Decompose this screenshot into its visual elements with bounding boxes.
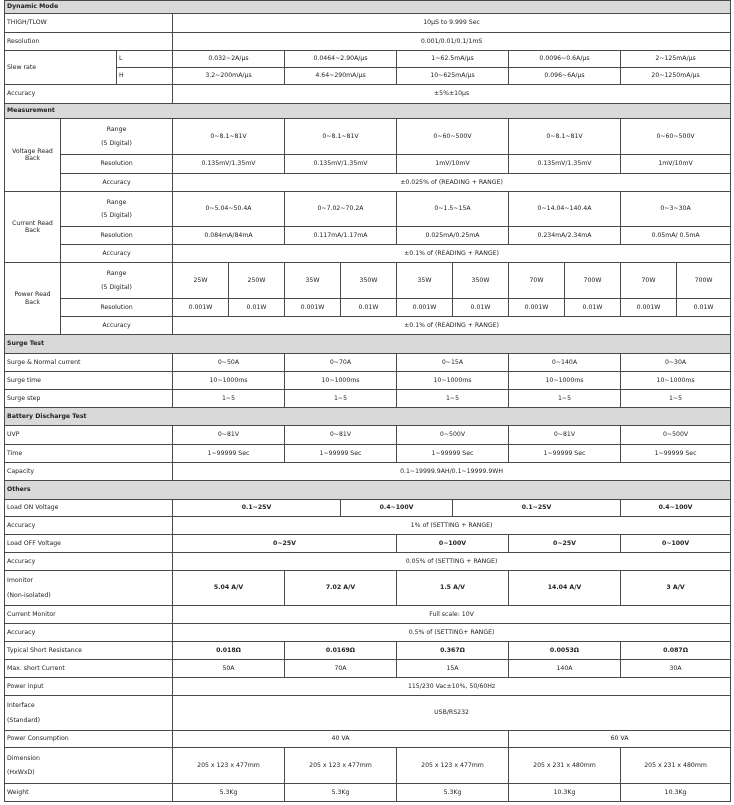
surge-current-value: 0~15A: [397, 354, 509, 372]
weight-value: 10.3Kg: [621, 784, 731, 802]
current-range-value: 0~7.02~70.2A: [285, 192, 397, 227]
power-range-value: 250W: [229, 263, 285, 299]
load-off-accuracy-label: Accuracy: [5, 553, 173, 571]
uvp-label: UVP: [5, 426, 173, 445]
section-battery-discharge: Battery Discharge Test: [5, 408, 731, 426]
current-resolution-value: 0.025mA/0.25mA: [397, 227, 509, 245]
short-resistance-value: 0.018Ω: [173, 642, 285, 660]
battery-time-value: 1~99999 Sec: [621, 445, 731, 463]
power-range-value: 25W: [173, 263, 229, 299]
dimension-value: 205 x 123 x 477mm: [397, 748, 509, 784]
current-resolution-value: 0.234mA/2.34mA: [509, 227, 621, 245]
power-resolution-label: Resolution: [61, 299, 173, 317]
load-on-label: Load ON Voltage: [5, 500, 173, 517]
current-range-value: 0~1.5~15A: [397, 192, 509, 227]
interface-value: USB/RS232: [173, 696, 731, 731]
imonitor-value: 14.04 A/V: [509, 571, 621, 606]
power-accuracy-value: ±0.1% of (READING + RANGE): [173, 317, 731, 335]
load-off-value: 0~100V: [621, 535, 731, 553]
voltage-range-value: 0~60~500V: [397, 119, 509, 155]
slew-H-value: 10~625mA/µs: [397, 68, 509, 85]
slew-L-value: 0.0096~0.6A/µs: [509, 51, 621, 68]
battery-time-value: 1~99999 Sec: [509, 445, 621, 463]
spec-table: [4, 0, 731, 802]
current-accuracy-value: ±0.1% of (READING + RANGE): [173, 245, 731, 263]
voltage-accuracy-label: Accuracy: [61, 174, 173, 192]
load-on-value: 0.1~25V: [453, 500, 621, 517]
imonitor-value: 1.5 A/V: [397, 571, 509, 606]
imonitor-value: 3 A/V: [621, 571, 731, 606]
section-measurement: Measurement: [5, 104, 731, 119]
power-resolution-value: 0.01W: [453, 299, 509, 317]
slew-L-value: 1~62.5mA/µs: [397, 51, 509, 68]
current-range-value: 0~5.04~50.4A: [173, 192, 285, 227]
current-resolution-value: 0.084mA/84mA: [173, 227, 285, 245]
interface-label: Interface (Standard): [5, 696, 173, 731]
load-on-value: 0.1~25V: [173, 500, 341, 517]
power-resolution-value: 0.001W: [173, 299, 229, 317]
load-off-value: 0~25V: [173, 535, 397, 553]
power-resolution-value: 0.01W: [565, 299, 621, 317]
voltage-range-value: 0~60~500V: [621, 119, 731, 155]
resolution-label: Resolution: [5, 33, 173, 51]
power-range-label: Range (5 Digital): [61, 263, 173, 299]
slew-H-label: H: [117, 68, 173, 85]
load-off-value: 0~25V: [509, 535, 621, 553]
capacity-label: Capacity: [5, 463, 173, 481]
power-resolution-value: 0.01W: [229, 299, 285, 317]
dimension-value: 205 x 231 x 480mm: [621, 748, 731, 784]
voltage-range-value: 0~8.1~81V: [509, 119, 621, 155]
power-range-value: 35W: [285, 263, 341, 299]
voltage-resolution-value: 1mV/10mV: [621, 155, 731, 174]
surge-step-value: 1~5: [397, 390, 509, 408]
max-short-current-value: 70A: [285, 660, 397, 678]
voltage-range-value: 0~8.1~81V: [285, 119, 397, 155]
section-others: Others: [5, 481, 731, 500]
slew-L-value: 0.0464~2.90A/µs: [285, 51, 397, 68]
surge-step-value: 1~5: [285, 390, 397, 408]
voltage-range-label: Range (5 Digital): [61, 119, 173, 155]
uvp-value: 0~500V: [621, 426, 731, 445]
short-resistance-value: 0.367Ω: [397, 642, 509, 660]
surge-current-value: 0~70A: [285, 354, 397, 372]
short-resistance-value: 0.0169Ω: [285, 642, 397, 660]
power-resolution-value: 0.001W: [285, 299, 341, 317]
imonitor-value: 7.02 A/V: [285, 571, 397, 606]
voltage-range-value: 0~8.1~81V: [173, 119, 285, 155]
section-surge-test: Surge Test: [5, 335, 731, 354]
dimension-value: 205 x 231 x 480mm: [509, 748, 621, 784]
weight-value: 10.3Kg: [509, 784, 621, 802]
load-on-accuracy-value: 1% of (SETTING + RANGE): [173, 517, 731, 535]
capacity-value: 0.1~19999.9AH/0.1~19999.9WH: [173, 463, 731, 481]
power-range-value: 70W: [621, 263, 677, 299]
slew-H-value: 20~1250mA/µs: [621, 68, 731, 85]
imonitor-value: 5.04 A/V: [173, 571, 285, 606]
slew-rate-label: Slew rate: [5, 51, 117, 85]
current-range-value: 0~14.04~140.4A: [509, 192, 621, 227]
uvp-value: 0~500V: [397, 426, 509, 445]
dimension-label: Dimension (HxWxD): [5, 748, 173, 784]
max-short-current-value: 140A: [509, 660, 621, 678]
weight-value: 5.3Kg: [285, 784, 397, 802]
current-monitor-value: Full scale: 10V: [173, 606, 731, 624]
load-on-accuracy-label: Accuracy: [5, 517, 173, 535]
battery-time-label: Time: [5, 445, 173, 463]
current-resolution-value: 0.05mA/ 0.5mA: [621, 227, 731, 245]
current-resolution-value: 0.117mA/1.17mA: [285, 227, 397, 245]
battery-time-value: 1~99999 Sec: [397, 445, 509, 463]
power-resolution-value: 0.001W: [397, 299, 453, 317]
slew-H-value: 0.096~6A/µs: [509, 68, 621, 85]
power-resolution-value: 0.01W: [677, 299, 731, 317]
weight-label: Weight: [5, 784, 173, 802]
uvp-value: 0~81V: [285, 426, 397, 445]
power-input-label: Power input: [5, 678, 173, 696]
current-monitor-label: Current Monitor: [5, 606, 173, 624]
slew-L-label: L: [117, 51, 173, 68]
load-on-value: 0.4~100V: [341, 500, 453, 517]
power-input-value: 115/230 Vac±10%, 50/60Hz: [173, 678, 731, 696]
monitor-accuracy-value: 0.5% of (SETTING+ RANGE): [173, 624, 731, 642]
power-accuracy-label: Accuracy: [61, 317, 173, 335]
surge-time-value: 10~1000ms: [397, 372, 509, 390]
dimension-value: 205 x 123 x 477mm: [285, 748, 397, 784]
surge-time-value: 10~1000ms: [285, 372, 397, 390]
surge-step-value: 1~5: [509, 390, 621, 408]
load-off-label: Load OFF Voltage: [5, 535, 173, 553]
power-consumption-value: 60 VA: [509, 731, 731, 748]
surge-current-value: 0~140A: [509, 354, 621, 372]
voltage-resolution-value: 0.135mV/1.35mV: [285, 155, 397, 174]
surge-time-value: 10~1000ms: [509, 372, 621, 390]
uvp-value: 0~81V: [509, 426, 621, 445]
uvp-value: 0~81V: [173, 426, 285, 445]
load-off-value: 0~100V: [397, 535, 509, 553]
power-range-value: 700W: [677, 263, 731, 299]
section-dynamic-mode: Dynamic Mode: [5, 1, 731, 14]
power-resolution-value: 0.001W: [621, 299, 677, 317]
power-consumption-label: Power Consumption: [5, 731, 173, 748]
short-resistance-value: 0.0053Ω: [509, 642, 621, 660]
power-range-value: 700W: [565, 263, 621, 299]
max-short-current-value: 50A: [173, 660, 285, 678]
imonitor-label: Imonitor (Non-isolated): [5, 571, 173, 606]
surge-step-label: Surge step: [5, 390, 173, 408]
current-range-label: Range (5 Digital): [61, 192, 173, 227]
voltage-accuracy-value: ±0.025% of (READING + RANGE): [173, 174, 731, 192]
power-consumption-value: 40 VA: [173, 731, 509, 748]
power-resolution-value: 0.01W: [341, 299, 397, 317]
thigh-value: 10µS to 9.999 Sec: [173, 14, 731, 33]
load-on-value: 0.4~100V: [621, 500, 731, 517]
dimension-value: 205 x 123 x 477mm: [173, 748, 285, 784]
power-range-value: 350W: [453, 263, 509, 299]
thigh-label: THIGH/TLOW: [5, 14, 173, 33]
slew-H-value: 4.64~290mA/µs: [285, 68, 397, 85]
voltage-readback-label: Voltage Read Back: [5, 119, 61, 192]
load-off-accuracy-value: 0.05% of (SETTING + RANGE): [173, 553, 731, 571]
dynamic-accuracy-label: Accuracy: [5, 85, 173, 104]
voltage-resolution-value: 1mV/10mV: [397, 155, 509, 174]
surge-current-value: 0~50A: [173, 354, 285, 372]
weight-value: 5.3Kg: [397, 784, 509, 802]
battery-time-value: 1~99999 Sec: [173, 445, 285, 463]
surge-time-value: 10~1000ms: [173, 372, 285, 390]
power-range-value: 70W: [509, 263, 565, 299]
short-resistance-label: Typical Short Resistance: [5, 642, 173, 660]
current-accuracy-label: Accuracy: [61, 245, 173, 263]
voltage-resolution-value: 0.135mV/1.35mV: [173, 155, 285, 174]
power-range-value: 350W: [341, 263, 397, 299]
weight-value: 5.3Kg: [173, 784, 285, 802]
voltage-resolution-label: Resolution: [61, 155, 173, 174]
power-range-value: 35W: [397, 263, 453, 299]
slew-L-value: 0.032~2A/µs: [173, 51, 285, 68]
surge-step-value: 1~5: [173, 390, 285, 408]
surge-time-label: Surge time: [5, 372, 173, 390]
power-resolution-value: 0.001W: [509, 299, 565, 317]
short-resistance-value: 0.087Ω: [621, 642, 731, 660]
voltage-resolution-value: 0.135mV/1.35mV: [509, 155, 621, 174]
surge-current-label: Surge & Normal current: [5, 354, 173, 372]
monitor-accuracy-label: Accuracy: [5, 624, 173, 642]
current-resolution-label: Resolution: [61, 227, 173, 245]
surge-step-value: 1~5: [621, 390, 731, 408]
surge-current-value: 0~30A: [621, 354, 731, 372]
max-short-current-value: 30A: [621, 660, 731, 678]
battery-time-value: 1~99999 Sec: [285, 445, 397, 463]
power-readback-label: Power Read Back: [5, 263, 61, 335]
max-short-current-value: 15A: [397, 660, 509, 678]
max-short-current-label: Max. short Current: [5, 660, 173, 678]
surge-time-value: 10~1000ms: [621, 372, 731, 390]
slew-H-value: 3.2~200mA/µs: [173, 68, 285, 85]
current-range-value: 0~3~30A: [621, 192, 731, 227]
current-readback-label: Current Read Back: [5, 192, 61, 263]
slew-L-value: 2~125mA/µs: [621, 51, 731, 68]
resolution-value: 0.001/0.01/0.1/1mS: [173, 33, 731, 51]
dynamic-accuracy-value: ±5%±10µs: [173, 85, 731, 104]
